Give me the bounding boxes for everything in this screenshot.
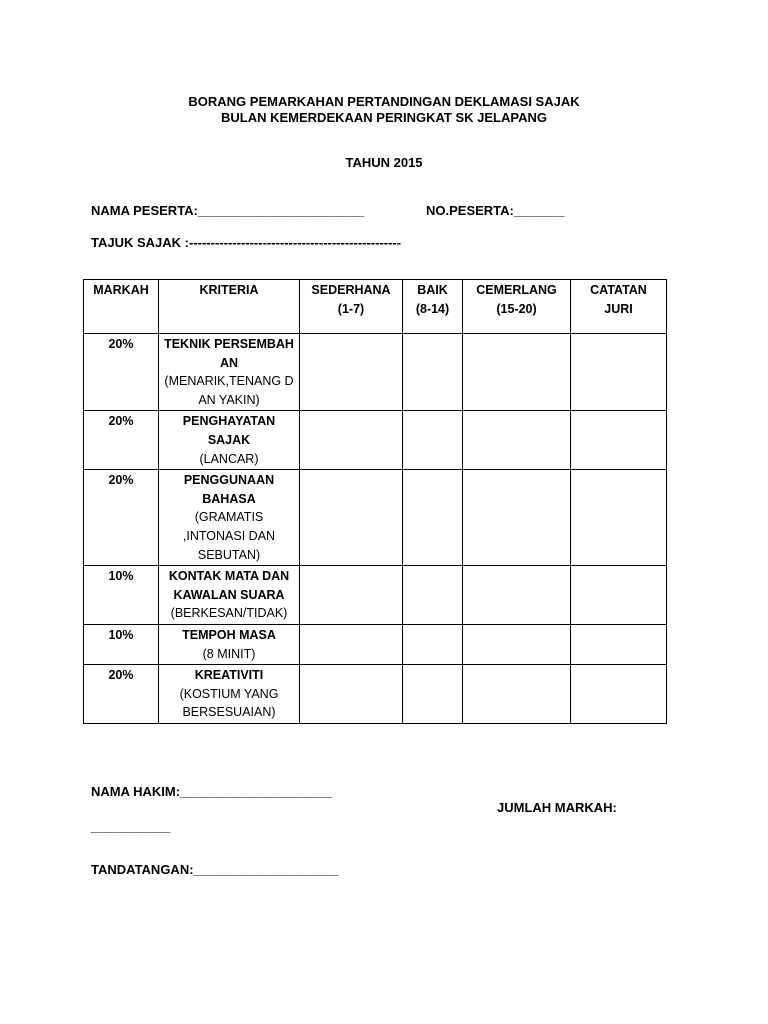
score-baik-cell[interactable] (403, 411, 463, 470)
catatan-juri-cell[interactable] (571, 624, 667, 664)
header-cemerlang: CEMERLANG (15-20) (463, 280, 571, 334)
score-sederhana-cell[interactable] (300, 470, 403, 566)
table-row (84, 566, 667, 625)
score-sederhana-cell[interactable] (300, 411, 403, 470)
score-baik-cell[interactable] (403, 665, 463, 724)
score-cemerlang-cell[interactable] (463, 566, 571, 625)
row-kriteria: KREATIVITI (KOSTIUM YANG BERSESUAIAN) (159, 665, 300, 724)
catatan-juri-cell[interactable] (571, 470, 667, 566)
score-baik-cell[interactable] (403, 334, 463, 411)
row-kriteria: PENGHAYATAN SAJAK (LANCAR) (159, 411, 300, 470)
form-subtitle: BULAN KEMERDEKAAN PERINGKAT SK JELAPANG (221, 110, 547, 125)
nama-peserta-field[interactable]: NAMA PESERTA:_______________________ (91, 203, 365, 218)
row-markah: 10% (84, 624, 159, 664)
score-baik-cell[interactable] (403, 624, 463, 664)
row-markah: 20% (84, 411, 159, 470)
jumlah-markah-label: JUMLAH MARKAH: (497, 800, 617, 815)
score-cemerlang-cell[interactable] (463, 624, 571, 664)
table-row (84, 470, 667, 566)
jumlah-markah-field[interactable]: ___________ (91, 819, 171, 834)
no-peserta-field[interactable]: NO.PESERTA:_______ (426, 203, 565, 218)
table-row (84, 665, 667, 724)
table-row (84, 334, 667, 411)
tandatangan-field[interactable]: TANDATANGAN:____________________ (91, 862, 339, 877)
table-row (84, 411, 667, 470)
row-kriteria: TEMPOH MASA (8 MINIT) (159, 624, 300, 664)
catatan-juri-cell[interactable] (571, 566, 667, 625)
header-catatan-juri: CATATAN JURI (571, 280, 667, 334)
score-cemerlang-cell[interactable] (463, 411, 571, 470)
catatan-juri-cell[interactable] (571, 665, 667, 724)
score-cemerlang-cell[interactable] (463, 665, 571, 724)
row-markah: 20% (84, 470, 159, 566)
form-year: TAHUN 2015 (345, 155, 423, 170)
tajuk-sajak-field[interactable]: TAJUK SAJAK :------------------------------------------------- (91, 235, 402, 250)
score-sederhana-cell[interactable] (300, 334, 403, 411)
table-row (84, 624, 667, 664)
row-kriteria: KONTAK MATA DAN KAWALAN SUARA (BERKESAN/TIDAK) (159, 566, 300, 625)
header-markah: MARKAH (84, 280, 159, 334)
score-cemerlang-cell[interactable] (463, 470, 571, 566)
score-sederhana-cell[interactable] (300, 624, 403, 664)
header-baik: BAIK (8-14) (403, 280, 463, 334)
catatan-juri-cell[interactable] (571, 411, 667, 470)
header-sederhana: SEDERHANA (1-7) (300, 280, 403, 334)
score-baik-cell[interactable] (403, 470, 463, 566)
nama-hakim-field[interactable]: NAMA HAKIM:_____________________ (91, 784, 332, 799)
score-cemerlang-cell[interactable] (463, 334, 571, 411)
score-sederhana-cell[interactable] (300, 665, 403, 724)
score-sederhana-cell[interactable] (300, 566, 403, 625)
row-kriteria: TEKNIK PERSEMBAHAN (MENARIK,TENANG DAN YAKIN) (159, 334, 300, 411)
table-header-row (84, 280, 667, 334)
row-markah: 20% (84, 334, 159, 411)
row-markah: 10% (84, 566, 159, 625)
score-baik-cell[interactable] (403, 566, 463, 625)
catatan-juri-cell[interactable] (571, 334, 667, 411)
row-kriteria: PENGGUNAAN BAHASA (GRAMATIS ,INTONASI DAN SEBUTAN) (159, 470, 300, 566)
header-kriteria: KRITERIA (159, 280, 300, 334)
row-markah: 20% (84, 665, 159, 724)
scoring-table (83, 279, 667, 724)
form-title: BORANG PEMARKAHAN PERTANDINGAN DEKLAMASI SAJAK (188, 94, 580, 109)
